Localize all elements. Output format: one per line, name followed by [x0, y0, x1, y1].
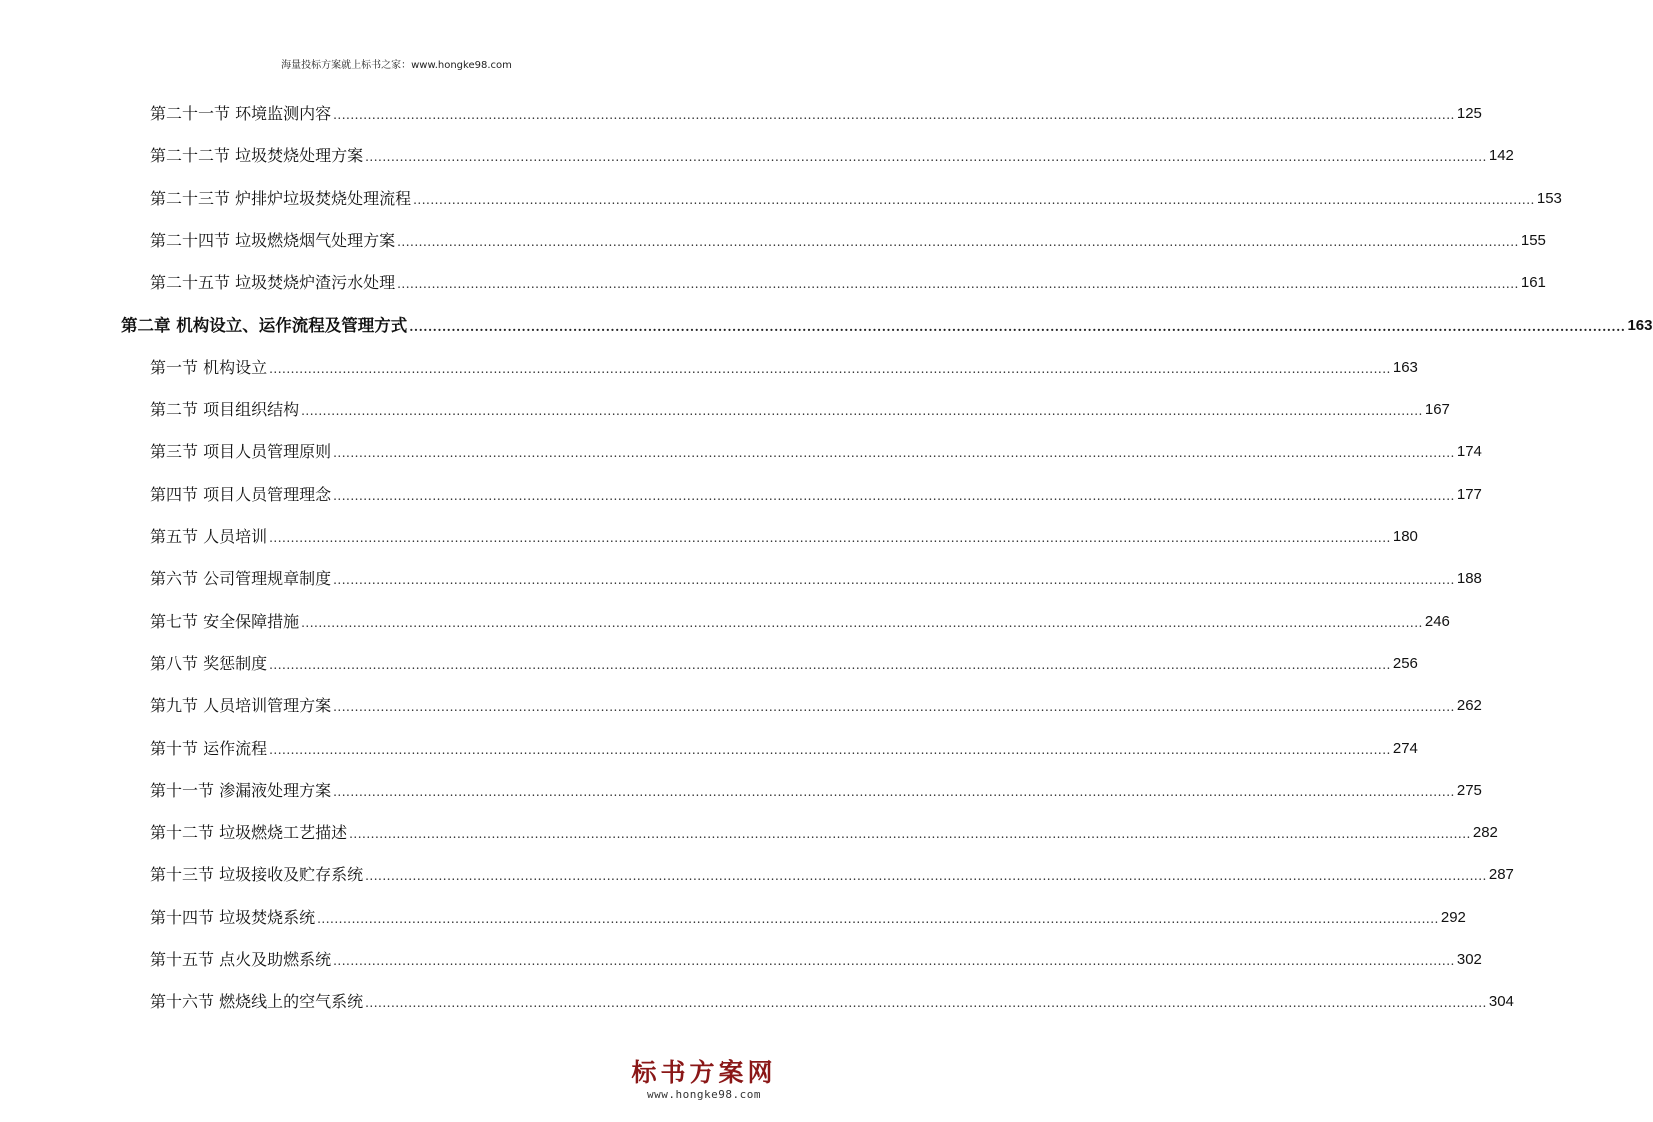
- toc-dot-leader: ....................................................................................................................................................................................................................................................................: [269, 531, 1391, 545]
- toc-dot-leader: ....................................................................................................................................................................................................................................................................: [269, 657, 1391, 672]
- toc-entry-title: 第十节 运作流程: [150, 738, 268, 758]
- toc-entry-title: 第二节 项目组织结构: [150, 400, 300, 420]
- toc-page-number: 125: [1456, 105, 1482, 122]
- watermark-logo: [629, 1058, 779, 1108]
- toc-section-entry[interactable]: [150, 565, 1482, 589]
- toc-entry-title: 第二十三节 炉排炉垃圾焚烧处理流程: [150, 188, 412, 208]
- toc-page-number: 180: [1392, 528, 1418, 545]
- toc-entry-title: 第六节 公司管理规章制度: [150, 569, 332, 589]
- toc-dot-leader: ....................................................................................................................................................................................................................................................................: [365, 869, 1487, 884]
- toc-dot-leader: ....................................................................................................................................................................................................................................................................: [333, 446, 1455, 461]
- toc-entry-title: 第十六节 燃烧线上的空气系统: [150, 992, 364, 1012]
- toc-section-entry[interactable]: [150, 142, 1514, 166]
- toc-entry-title: 第十四节 垃圾焚烧系统: [150, 907, 316, 927]
- toc-page-number: 167: [1424, 401, 1450, 419]
- toc-page-number: 163: [1392, 358, 1418, 376]
- toc-entry-title: 第二十五节 垃圾焚烧炉渣污水处理: [150, 273, 396, 293]
- toc-dot-leader: ....................................................................................................................................................................................................................................................................: [333, 108, 1455, 122]
- toc-section-entry[interactable]: [150, 819, 1498, 843]
- toc-section-entry[interactable]: [150, 608, 1450, 632]
- toc-page-number: 153: [1536, 189, 1562, 207]
- toc-dot-leader: ....................................................................................................................................................................................................................................................................: [333, 784, 1455, 799]
- toc-section-entry[interactable]: [150, 777, 1482, 801]
- page-header: 海量投标方案就上标书之家：www.hongke98.com: [281, 60, 512, 71]
- toc-dot-leader: ....................................................................................................................................................................................................................................................................: [413, 192, 1535, 207]
- toc-section-entry[interactable]: [150, 904, 1466, 928]
- toc-section-entry[interactable]: [150, 100, 1482, 124]
- toc-entry-title: 第九节 人员培训管理方案: [150, 696, 332, 716]
- toc-page-number: 155: [1520, 231, 1546, 249]
- toc-dot-leader: ....................................................................................................................................................................................................................................................................: [333, 700, 1455, 715]
- toc-entry-title: 第四节 项目人员管理理念: [150, 484, 332, 504]
- toc-dot-leader: ....................................................................................................................................................................................................................................................................: [349, 827, 1471, 842]
- toc-page-number: 275: [1456, 781, 1482, 799]
- toc-entry-title: 第二十一节 环境监测内容: [150, 104, 332, 123]
- toc-entry-title: 第十一节 渗漏液处理方案: [150, 780, 332, 800]
- toc-chapter-entry[interactable]: [121, 312, 1653, 336]
- toc-dot-leader: ....................................................................................................................................................................................................................................................................: [397, 234, 1519, 249]
- toc-dot-leader: ....................................................................................................................................................................................................................................................................: [317, 911, 1439, 926]
- toc-dot-leader: ....................................................................................................................................................................................................................................................................: [333, 954, 1455, 968]
- toc-dot-leader: ....................................................................................................................................................................................................................................................................: [397, 277, 1519, 292]
- toc-entry-title: 第二章 机构设立、运作流程及管理方式: [121, 315, 408, 335]
- toc-page-number: 282: [1472, 824, 1498, 842]
- toc-page-number: 302: [1456, 951, 1482, 968]
- toc-dot-leader: ....................................................................................................................................................................................................................................................................: [269, 361, 1391, 376]
- toc-entry-title: 第七节 安全保障措施: [150, 611, 300, 631]
- toc-page-number: 177: [1456, 485, 1482, 503]
- toc-section-entry[interactable]: [150, 481, 1482, 505]
- toc-dot-leader: ....................................................................................................................................................................................................................................................................: [365, 150, 1487, 165]
- toc-section-entry[interactable]: [150, 523, 1418, 547]
- toc-entry-title: 第三节 项目人员管理原则: [150, 442, 332, 462]
- toc-page-number: 174: [1456, 443, 1482, 461]
- toc-page-number: 274: [1392, 739, 1418, 757]
- logo-title: 标书方案网: [631, 1058, 777, 1087]
- toc-section-entry[interactable]: [150, 185, 1562, 209]
- toc-dot-leader: ....................................................................................................................................................................................................................................................................: [365, 996, 1487, 1011]
- toc-entry-title: 第五节 人员培训: [150, 527, 268, 546]
- toc-page-number: 256: [1392, 654, 1418, 672]
- toc-entry-title: 第十五节 点火及助燃系统: [150, 950, 332, 969]
- toc-section-entry[interactable]: [150, 735, 1418, 759]
- toc-page-number: 163: [1627, 316, 1653, 334]
- toc-section-entry[interactable]: [150, 988, 1514, 1012]
- logo-url: www.hongke98.com: [647, 1088, 761, 1101]
- toc-page-number: 188: [1456, 570, 1482, 588]
- toc-section-entry[interactable]: [150, 227, 1546, 251]
- toc-page-number: 142: [1488, 147, 1514, 165]
- toc-entry-title: 第十二节 垃圾燃烧工艺描述: [150, 823, 348, 843]
- toc-page-number: 292: [1440, 908, 1466, 926]
- toc-entry-title: 第十三节 垃圾接收及贮存系统: [150, 865, 364, 885]
- toc-section-entry[interactable]: [150, 269, 1546, 293]
- toc-section-entry[interactable]: [150, 354, 1418, 378]
- toc-entry-title: 第二十四节 垃圾燃烧烟气处理方案: [150, 230, 396, 250]
- toc-dot-leader: ....................................................................................................................................................................................................................................................................: [333, 488, 1455, 503]
- toc-section-entry[interactable]: [150, 692, 1482, 716]
- toc-page-number: 287: [1488, 866, 1514, 884]
- toc-section-entry[interactable]: [150, 438, 1482, 462]
- toc-entry-title: 第一节 机构设立: [150, 357, 268, 377]
- toc-dot-leader: ....................................................................................................................................................................................................................................................................: [301, 404, 1423, 419]
- toc-section-entry[interactable]: [150, 946, 1482, 970]
- toc-dot-leader: ....................................................................................................................................................................................................................................................................: [301, 615, 1423, 630]
- toc-page-number: 246: [1424, 612, 1450, 630]
- toc-page-number: 161: [1520, 274, 1546, 292]
- toc-entry-title: 第二十二节 垃圾焚烧处理方案: [150, 146, 364, 166]
- toc-dot-leader: ....................................................................................................................................................................................................................................................................: [269, 742, 1391, 757]
- toc-page-number: 304: [1488, 993, 1514, 1011]
- toc-section-entry[interactable]: [150, 650, 1418, 674]
- toc-page-number: 262: [1456, 697, 1482, 715]
- toc-section-entry[interactable]: [150, 396, 1450, 420]
- toc-dot-leader: ....................................................................................................................................................................................................................................................................: [333, 573, 1455, 588]
- toc-dot-leader: ....................................................................................................................................................................................................................................................................: [409, 319, 1626, 334]
- toc-entry-title: 第八节 奖惩制度: [150, 653, 268, 673]
- toc-section-entry[interactable]: [150, 861, 1514, 885]
